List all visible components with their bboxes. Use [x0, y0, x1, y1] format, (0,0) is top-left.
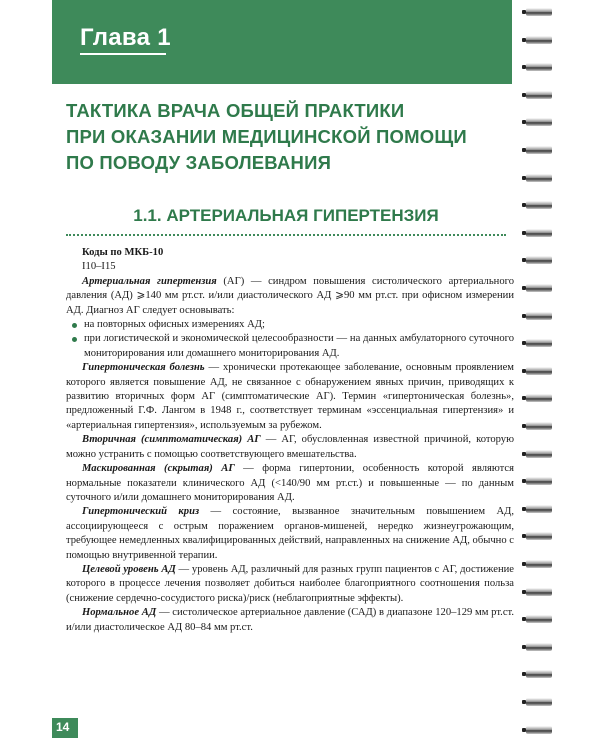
binding-ring [526, 36, 552, 44]
list-item-text: на повторных офисных измерениях АД; [84, 319, 265, 331]
binding-ring [526, 174, 552, 182]
binding-ring [526, 367, 552, 375]
definition: — состояние, вызванное значительным повышением АД, ассоциирующееся с острым поражением органов-мишеней, нередко жизнеугрожающим, требующее немедленных квалифицированных действий, направленных на снижение АД, обычно с помощью внутривенной терапии. [66, 506, 514, 561]
term: Артериальная гипертензия [82, 275, 217, 287]
chapter-title [66, 98, 506, 176]
binding-ring [526, 643, 552, 651]
paragraph-ag [66, 275, 514, 318]
binding-ring [526, 477, 552, 485]
spiral-binding [526, 0, 556, 750]
section-divider [66, 234, 506, 236]
binding-ring [526, 8, 552, 16]
binding-ring [526, 118, 552, 126]
binding-ring [526, 284, 552, 292]
binding-ring [526, 201, 552, 209]
definition: — уровень АД, различный для разных групп пациентов с АГ, достижение которого в процессе лечения позволяет добиться наиболее благоприятного соотношения польза (снижение сердечно-сосудистого риска)/риск (неблагоприятные эффекты). [66, 563, 514, 604]
binding-ring [526, 146, 552, 154]
definition: — систолическое артериальное давление (САД) в диапазоне 120–129 мм рт.ст. и/или диастолическое АД 80–84 мм рт.ст. [66, 607, 515, 633]
paragraph-gb [66, 361, 514, 433]
chapter-title-line: ПО ПОВОДУ ЗАБОЛЕВАНИЯ [66, 152, 332, 173]
list-item [66, 332, 514, 361]
page-number: 14 [56, 720, 70, 734]
binding-ring [526, 560, 552, 568]
bullet-icon [72, 337, 77, 342]
binding-ring [526, 698, 552, 706]
definition: — хронически протекающее заболевание, основным проявлением которого является повышение АД, не связанное с обнаружением явных причин, приводящих к развитию вторичных форм АГ (симптоматические АГ). Термин «гипертоническая болезнь», предложенный Г.Ф. Лангом в 1948 г., соответствует терминам «эссенциальная гипертензия» и «артериальная гипертензия», используемым за рубежом. [66, 362, 514, 431]
definition: (АГ) — синдром повышения систолического артериального давления (АД) ⩾140 мм рт.ст. и/или диастолического АД ⩾90 мм рт.ст. при офисном измерении АД. Диагноз АГ следует основывать: [66, 275, 515, 316]
term: Гипертонический криз [82, 506, 200, 518]
binding-ring [526, 256, 552, 264]
binding-ring [526, 532, 552, 540]
binding-ring [526, 229, 552, 237]
list-item [66, 318, 514, 332]
definition: — АГ, обусловленная известной причиной, которую можно устранить с помощью соответствующего вмешательства. [66, 434, 514, 460]
binding-ring [526, 422, 552, 430]
codes-heading: Коды по МКБ-10 [82, 247, 164, 258]
binding-ring [526, 615, 552, 623]
paragraph-secondary [66, 433, 514, 462]
binding-ring [526, 726, 552, 734]
bullet-list [66, 318, 514, 361]
binding-ring [526, 63, 552, 71]
term: Маскированная (скрытая) АГ [82, 463, 235, 475]
bullet-icon [72, 323, 77, 328]
paragraph-crisis [66, 505, 514, 563]
binding-ring [526, 670, 552, 678]
binding-ring [526, 91, 552, 99]
paragraph-normal [66, 606, 514, 635]
page-body [66, 246, 514, 635]
binding-ring [526, 312, 552, 320]
term: Гипертоническая болезнь [82, 362, 205, 374]
section-title: 1.1. АРТЕРИАЛЬНАЯ ГИПЕРТЕНЗИЯ [133, 206, 439, 225]
binding-ring [526, 588, 552, 596]
list-item-text: при логистической и экономической целесообразности — на данных амбулаторного суточного мониторирования или домашнего мониторирования АД. [84, 333, 514, 359]
binding-ring [526, 450, 552, 458]
binding-ring [526, 339, 552, 347]
term: Нормальное АД [82, 607, 157, 619]
binding-ring [526, 505, 552, 513]
chapter-label: Глава 1 [80, 24, 171, 51]
definition: — форма гипертонии, особенность которой являются нормальные показатели клинического АД (<140/90 мм рт.ст.) и повышенные — по данным суточного и/или домашнего мониторирования АД. [66, 463, 514, 503]
term: Вторичная (симптоматическая) АГ [82, 434, 261, 446]
chapter-title-line: ПРИ ОКАЗАНИИ МЕДИЦИНСКОЙ ПОМОЩИ [66, 126, 467, 147]
term: Целевой уровень АД [82, 563, 176, 575]
binding-ring [526, 394, 552, 402]
codes-range: I10–I15 [82, 261, 116, 273]
paragraph-masked [66, 462, 514, 505]
chapter-title-line: ТАКТИКА ВРАЧА ОБЩЕЙ ПРАКТИКИ [66, 100, 405, 121]
chapter-underline [80, 53, 166, 55]
paragraph-target [66, 563, 514, 606]
